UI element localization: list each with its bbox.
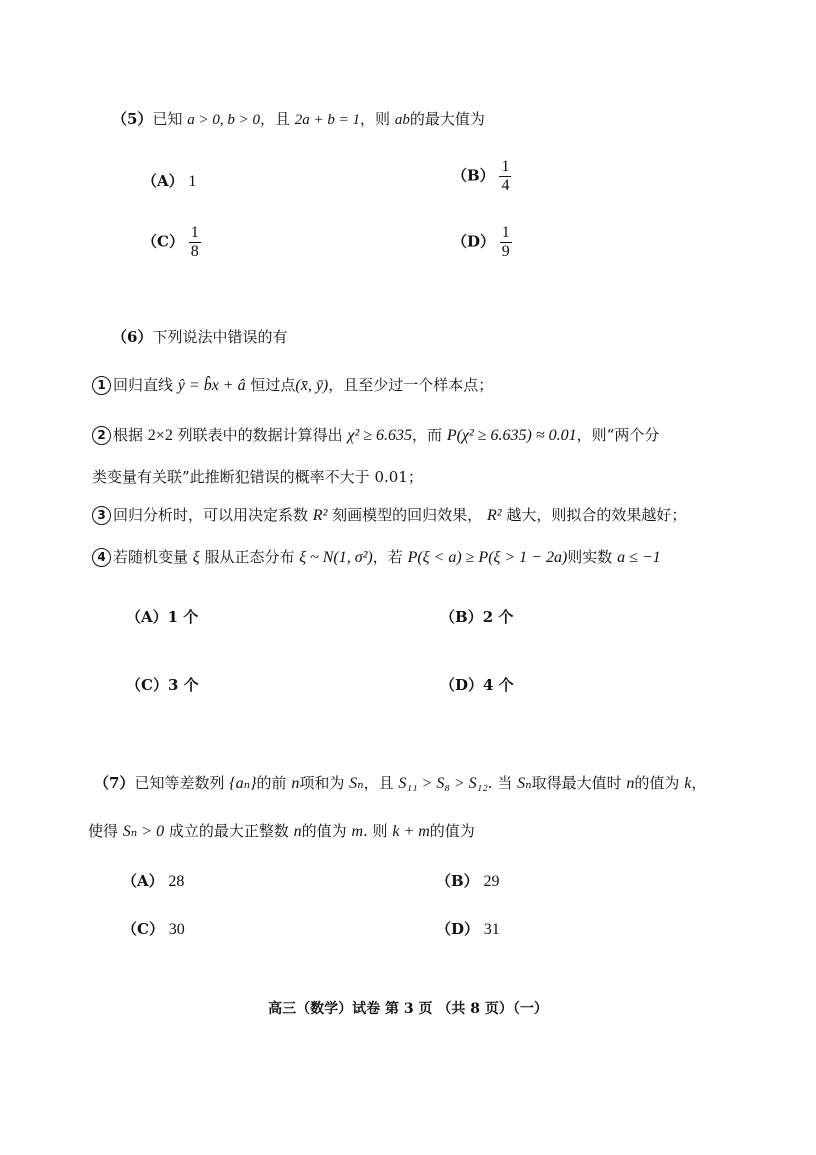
q6-option-b: （B）2 个 (440, 608, 514, 626)
q6-option-c: （C）3 个 (126, 676, 199, 694)
circled-number: 4 (92, 548, 111, 567)
fraction: $\frac{1}{8}$ (190, 224, 199, 260)
q5-stem: （5）已知 a > 0, b > 0，且 2a + b = 1，则 ab的最大值为 (112, 110, 485, 128)
page-footer: 高三（数学）试卷 第 3 页 （共 8 页）（一） (268, 1001, 548, 1017)
q7-stem-line-1: （7）已知等差数列 {aₙ}的前 n项和为 Sₙ，且 S₁₁ > S₈ > S₁₂. 当 Sₙ取得最大值时 n的值为 k， (94, 774, 707, 792)
fraction: $\frac{1}{9}$ (501, 224, 510, 260)
q7-option-d: （D） 31 (436, 920, 500, 938)
q6-option-a: （A）1 个 (126, 608, 199, 626)
q7-option-c: （C） 30 (122, 920, 185, 938)
q7-option-a: （A） 28 (122, 872, 185, 890)
q6-statement-1: 1 回归直线 ŷ = b̂x + â 恒过点(x̄, ȳ)，且至少过一个样本点； (92, 374, 493, 395)
q6-stem: （6）下列说法中错误的有 (112, 328, 288, 346)
q5-option-a: （A） 1 (142, 172, 197, 190)
circled-number: 1 (92, 376, 111, 395)
q5-option-c: （C） $\frac{1}{8}$ (142, 224, 199, 260)
fraction: $\frac{1}{4}$ (501, 158, 510, 194)
q6-statement-2-cont: 类变量有关联”此推断犯错误的概率不大于 0.01； (92, 468, 423, 486)
q6-statement-2: 2 根据 2×2 列联表中的数据计算得出 χ² ≥ 6.635，而 P(χ² ≥ 6.635) ≈ 0.01，则“两个分 (92, 424, 659, 445)
q6-statement-3: 3 回归分析时，可以用决定系数 R² 刻画模型的回归效果， R² 越大，则拟合的效果越好； (92, 504, 686, 525)
q7-stem-line-2: 使得 Sₙ > 0 成立的最大正整数 n的值为 m. 则 k + m的值为 (88, 822, 475, 840)
q6-statement-4: 4 若随机变量 ξ 服从正态分布 ξ ~ N(1, σ²)，若 P(ξ < a) ≥ P(ξ > 1 − 2a)则实数 a ≤ −1 (92, 546, 661, 567)
circled-number: 2 (92, 426, 111, 445)
circled-number: 3 (92, 506, 111, 525)
q5-option-d: （D） $\frac{1}{9}$ (452, 224, 510, 260)
q6-option-d: （D）4 个 (440, 676, 514, 694)
q5-option-b: （B） $\frac{1}{4}$ (452, 158, 510, 194)
q7-option-b: （B） 29 (436, 872, 500, 890)
